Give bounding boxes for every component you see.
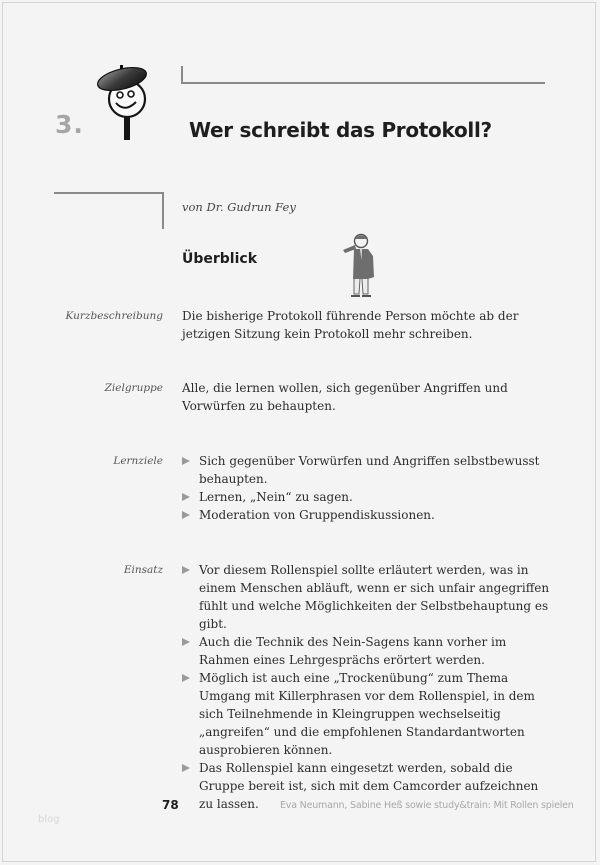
label-kurzbeschreibung: Kurzbeschreibung bbox=[65, 310, 163, 322]
bullet-triangle-icon bbox=[182, 511, 190, 519]
list-item: Sich gegenüber Vorwürfen und Angriffen selbstbewusst behaupten. bbox=[182, 452, 554, 488]
list-item: Moderation von Gruppendiskussionen. bbox=[182, 506, 554, 524]
saluting-man-figure-icon bbox=[340, 232, 380, 304]
zielgruppe-text: Alle, die lernen wollen, sich gegenüber Angriffen und Vorwürfen zu behaupten. bbox=[182, 381, 508, 413]
bullet-triangle-icon bbox=[182, 638, 190, 646]
page-number: 78 bbox=[162, 798, 179, 812]
lernziele-list bbox=[182, 452, 554, 524]
bullet-triangle-icon bbox=[182, 493, 190, 501]
bullet-triangle-icon bbox=[182, 674, 190, 682]
label-lernziele: Lernziele bbox=[113, 455, 163, 467]
list-item: Möglich ist auch eine „Trockenübung“ zum Thema Umgang mit Killerphrasen vor dem Rollenspiel, in dem sich Teilnehmende in Kleingruppen wechselseitig „angreifen“ und die empfohlenen Standardantworten ausprobieren können. bbox=[182, 669, 554, 759]
label-zielgruppe: Zielgruppe bbox=[104, 382, 163, 394]
kurzbeschreibung-text: Die bisherige Protokoll führende Person möchte ab der jetzigen Sitzung kein Protokoll mehr schreiben. bbox=[182, 309, 519, 341]
watermark: blog bbox=[38, 814, 60, 825]
author-byline: von Dr. Gudrun Fey bbox=[182, 200, 296, 214]
label-einsatz: Einsatz bbox=[123, 564, 163, 576]
byline-rule-vertical bbox=[162, 192, 164, 229]
bullet-triangle-icon bbox=[182, 764, 190, 772]
header-rule-horizontal bbox=[181, 82, 545, 84]
list-item: Das Rollenspiel kann eingesetzt werden, sobald die Gruppe bereit ist, sich mit dem Camcorder aufzeichnen zu lassen. bbox=[182, 759, 554, 813]
page-title: Wer schreibt das Protokoll? bbox=[189, 118, 492, 142]
chapter-number: 3. bbox=[55, 110, 84, 139]
bullet-triangle-icon bbox=[182, 566, 190, 574]
byline-rule-horizontal bbox=[54, 192, 164, 194]
list-item: Lernen, „Nein“ zu sagen. bbox=[182, 488, 554, 506]
list-item: Auch die Technik des Nein-Sagens kann vorher im Rahmen eines Lehrgesprächs erörtert werden. bbox=[182, 633, 554, 669]
bullet-triangle-icon bbox=[182, 457, 190, 465]
smiley-with-beret-icon bbox=[94, 64, 150, 142]
overview-heading: Überblick bbox=[182, 251, 258, 267]
footer-credit: Eva Neumann, Sabine Heß sowie study&train: Mit Rollen spielen bbox=[280, 800, 574, 811]
einsatz-list bbox=[182, 561, 554, 813]
list-item: Vor diesem Rollenspiel sollte erläutert werden, was in einem Menschen abläuft, wenn er sich unfair angegriffen fühlt und welche Möglichkeiten der Selbstbehauptung es gibt. bbox=[182, 561, 554, 633]
